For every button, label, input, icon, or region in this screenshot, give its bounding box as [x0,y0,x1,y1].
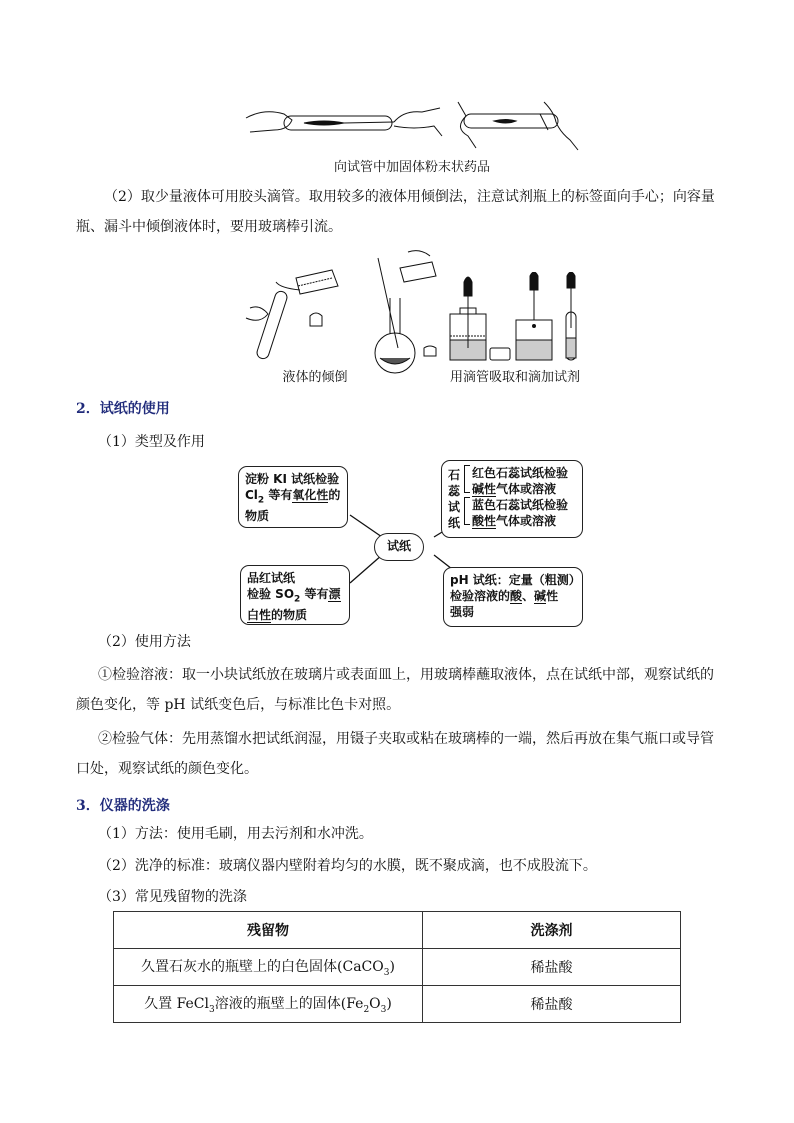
litmus-red-line: 红色石蕊试纸检验 [472,466,569,480]
brace-top [464,465,470,493]
pouring-caption: 液体的倾倒 [282,370,348,385]
pouring-figure [240,248,440,378]
header-residue: 残留物 [114,912,423,949]
section2-heading: 2．试纸的使用 [76,401,170,417]
ph-l2a: 检验溶液的 [450,589,511,603]
magenta-line3 [247,607,343,623]
table-row [114,949,681,986]
ph-xing: 性 [546,589,559,603]
dropper-figure [444,272,584,364]
starch-line2 [245,487,341,508]
detergent-cell: 稀盐酸 [423,986,681,1023]
ph-line3: 强弱 [450,605,475,619]
ph-line1: pH 试纸：定量（粗测） [450,573,581,587]
cl-text: Cl [245,488,258,502]
table-header-row [114,912,681,949]
litmus-blue-line2 [472,513,576,529]
magenta-box [240,565,350,625]
starch-de: 的 [328,488,341,502]
bleach-term2: 白性 [247,608,272,623]
litmus-blue-line: 蓝色石蕊试纸检验 [472,498,569,512]
types-subheading: （1）类型及作用 [98,434,205,450]
center-label: 试纸 [386,539,411,553]
wash-method: （1）方法：使用毛刷，用去污剂和水冲洗。 [98,826,373,842]
magenta-mid: 等有 [300,587,329,601]
table-row [114,986,681,1023]
litmus-side-3: 试 [448,500,461,514]
test-gas-paragraph: ②检验气体：先用蒸馏水把试纸润湿，用镊子夹取或粘在玻璃棒的一端，然后再放在集气瓶口或导管口处，观察试纸的颜色变化。 [76,731,714,777]
residue-subheading: （3）常见残留物的洗涤 [98,889,247,905]
residue2-sub1: 3 [209,1004,215,1015]
residue-cell [114,949,423,986]
ph-line2 [450,588,576,604]
mindmap-center [374,533,424,561]
residue2-mid: 溶液的瓶壁上的固体(Fe [214,996,364,1013]
header-detergent: 洗涤剂 [423,912,681,949]
magenta-line1: 品红试纸 [247,571,296,585]
residue2-sub2: 2 [363,1004,370,1015]
detergent-cell: 稀盐酸 [423,949,681,986]
so2-text: 检验 SO [247,587,295,601]
ph-acid: 酸 [510,589,523,603]
residue2-text: 久置 FeCl [144,996,209,1013]
litmus-side [448,467,462,531]
residue1-sub: 3 [383,967,390,978]
residue2-o: O [369,996,381,1013]
dropper-paragraph: （2）取少量液体可用胶头滴管。取用较多的液体用倾倒法，注意试剂瓶上的标签面向手心；向容量瓶、漏斗中倾倒液体时，要用玻璃棒引流。 [76,189,715,235]
magenta-end: 的物质 [271,608,308,623]
basic-term: 碱性 [472,482,497,496]
litmus-side-4: 纸 [448,516,461,530]
cl-sub: 2 [257,495,265,506]
litmus-gas2: 气体或溶液 [496,514,557,528]
brace-bottom [464,497,470,525]
method-subheading: （2）使用方法 [98,634,191,650]
test-solution-paragraph: ①检验溶液：取一小块试纸放在玻璃片或表面皿上，用玻璃棒蘸取液体，点在试纸中部，观察试纸的颜色变化，等 pH 试纸变色后，与标准比色卡对照。 [76,667,714,713]
magenta-line2 [247,586,343,607]
ph-box [443,567,583,627]
dropper-caption: 用滴管吸取和滴加试剂 [449,370,580,385]
litmus-red-line2 [472,481,576,497]
starch-mid: 等有 [264,488,293,502]
residue-cell [114,986,423,1023]
residue-table [113,911,681,1023]
oxidizing-term: 氧化性 [292,488,329,502]
starch-line3: 物质 [245,509,270,524]
wash-standard: （2）洗净的标准：玻璃仪器内壁附着均匀的水膜，既不聚成滴，也不成股流下。 [98,858,597,874]
residue2-sub3: 3 [380,1004,387,1015]
residue1-end: ) [389,959,395,976]
starch-ki-box [238,466,348,528]
so2-sub: 2 [294,594,301,605]
residue2-end: ) [386,996,392,1013]
section3-heading: 3．仪器的洗涤 [76,798,170,814]
powder-addition-figure [244,100,580,152]
ph-sep: 、 [522,589,535,603]
figure1-caption: 向试管中加固体粉末状药品 [333,160,490,175]
litmus-side-1: 石 [448,468,461,482]
ph-base: 碱 [534,589,547,603]
bleach-term1: 漂 [328,587,341,601]
litmus-box [441,460,583,538]
litmus-gas1: 气体或溶液 [496,482,557,496]
acidic-term: 酸性 [472,514,497,528]
litmus-side-2: 蕊 [448,484,461,498]
residue1-text: 久置石灰水的瓶壁上的白色固体(CaCO [141,959,384,976]
starch-line1: 淀粉 KI 试纸检验 [245,472,340,486]
